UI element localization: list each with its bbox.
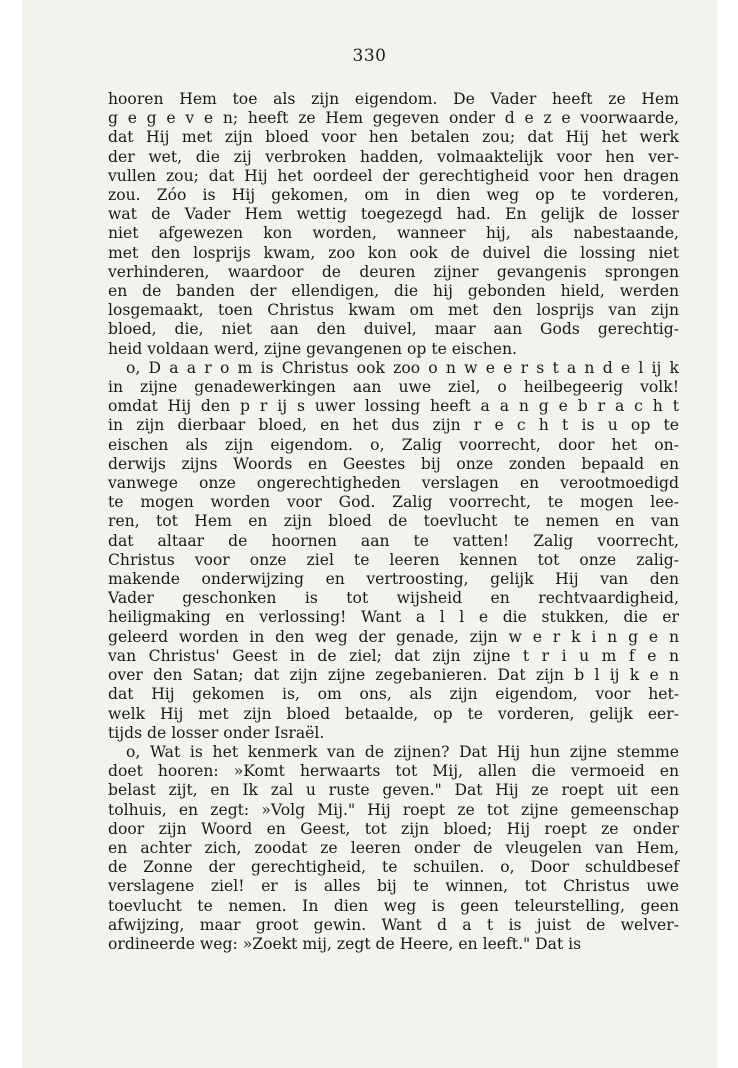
body-text [108, 90, 679, 954]
text-line: omdat Hij den p r ij s uwer lossing heeft a a n g e b r a c h t [108, 397, 679, 416]
text-line: hooren Hem toe als zijn eigendom. De Vader heeft ze Hem [108, 90, 679, 108]
text-line: vanwege onze ongerechtigheden verslagen en verootmoedigd [108, 474, 679, 493]
text-line: Vader geschonken is tot wijsheid en rechtvaardigheid, [108, 589, 679, 608]
paragraph [108, 743, 679, 954]
text-line: met den losprijs kwam, zoo kon ook de duivel die lossing niet [108, 243, 679, 262]
text-line: te mogen worden voor God. Zalig voorrecht, te mogen lee- [108, 493, 679, 512]
text-line: heiligmaking en verlossing! Want a l l e die stukken, die er [108, 608, 679, 627]
text-line: heid voldaan werd, zijne gevangenen op te eischen. [108, 339, 517, 358]
text-line: van Christus' Geest in de ziel; dat zijn zijne t r i u m f e n [108, 646, 679, 665]
text-line: de Zonne der gerechtigheid, te schuilen. o, Door schuldbesef [108, 858, 679, 877]
text-line: geleerd worden in den weg der genade, zijn w e r k i n g e n [108, 627, 679, 646]
text-line: tijds de losser onder Israël. [108, 723, 325, 742]
text-line: afwijzing, maar groot gewin. Want d a t is juist de welver- [108, 915, 679, 934]
text-line: wat de Vader Hem wettig toegezegd had. En gelijk de losser [108, 205, 679, 224]
text-line: g e g e v e n; heeft ze Hem gegeven onder d e z e voorwaarde, [108, 109, 679, 128]
text-line: dat Hij met zijn bloed voor hen betalen zou; dat Hij het werk [108, 128, 679, 147]
text-line: eischen als zijn eigendom. o, Zalig voorrecht, door het on- [108, 435, 679, 454]
text-line: losgemaakt, toen Christus kwam om met den losprijs van zijn [108, 301, 679, 320]
text-line: o, D a a r o m is Christus ook zoo o n w e e r s t a n d e l ij k [126, 358, 679, 377]
text-line: ordineerde weg: »Zoekt mij, zegt de Heere, en leeft." Dat is [108, 934, 582, 953]
text-line: toevlucht te nemen. In dien weg is geen teleurstelling, geen [108, 896, 679, 915]
text-line: niet afgewezen kon worden, wanneer hij, als nabestaande, [108, 224, 679, 243]
text-line: en de banden der ellendigen, die hij gebonden hield, werden [108, 282, 679, 301]
text-line: in zijn dierbaar bloed, en het dus zijn r e c h t is u op te [108, 416, 679, 435]
paragraph [108, 359, 679, 743]
text-line: o, Wat is het kenmerk van de zijnen? Dat Hij hun zijne stemme [126, 742, 679, 761]
text-line: en achter zich, zoodat ze leeren onder de vleugelen van Hem, [108, 838, 679, 857]
book-page [22, 0, 717, 1068]
text-line: in zijne genadewerkingen aan uwe ziel, o heilbegeerig volk! [108, 378, 679, 397]
text-line: welk Hij met zijn bloed betaalde, op te vorderen, gelijk eer- [108, 704, 679, 723]
text-line: makende onderwijzing en vertroosting, gelijk Hij van den [108, 570, 679, 589]
text-line: bloed, die, niet aan den duivel, maar aan Gods gerechtig- [108, 320, 679, 339]
text-line: dat Hij gekomen is, om ons, als zijn eigendom, voor het- [108, 685, 679, 704]
text-line: ren, tot Hem en zijn bloed de toevlucht te nemen en van [108, 512, 679, 531]
text-line: verhinderen, waardoor de deuren zijner gevangenis sprongen [108, 262, 679, 281]
text-line: tolhuis, en zegt: »Volg Mij." Hij roept ze tot zijne gemeenschap [108, 800, 679, 819]
text-line: vullen zou; dat Hij het oordeel der gerechtigheid voor hen dragen [108, 166, 679, 185]
text-line: verslagene ziel! er is alles bij te winnen, tot Christus uwe [108, 877, 679, 896]
text-line: dat altaar de hoornen aan te vatten! Zalig voorrecht, [108, 531, 679, 550]
paragraph [108, 90, 679, 359]
text-line: derwijs zijns Woords en Geestes bij onze zonden bepaald en [108, 454, 679, 473]
text-line: Christus voor onze ziel te leeren kennen tot onze zalig- [108, 550, 679, 569]
text-line: belast zijt, en Ik zal u ruste geven." Dat Hij ze roept uit een [108, 781, 679, 800]
text-line: door zijn Woord en Geest, tot zijn bloed; Hij roept ze onder [108, 819, 679, 838]
page-number: 330 [352, 46, 387, 66]
text-line: over den Satan; dat zijn zijne zegebanieren. Dat zijn b l ij k e n [108, 666, 679, 685]
text-line: der wet, die zij verbroken hadden, volmaaktelijk voor hen ver- [108, 147, 679, 166]
text-line: doet hooren: »Komt herwaarts tot Mij, allen die vermoeid en [108, 762, 679, 781]
text-line: zou. Zóo is Hij gekomen, om in dien weg op te vorderen, [108, 186, 679, 205]
